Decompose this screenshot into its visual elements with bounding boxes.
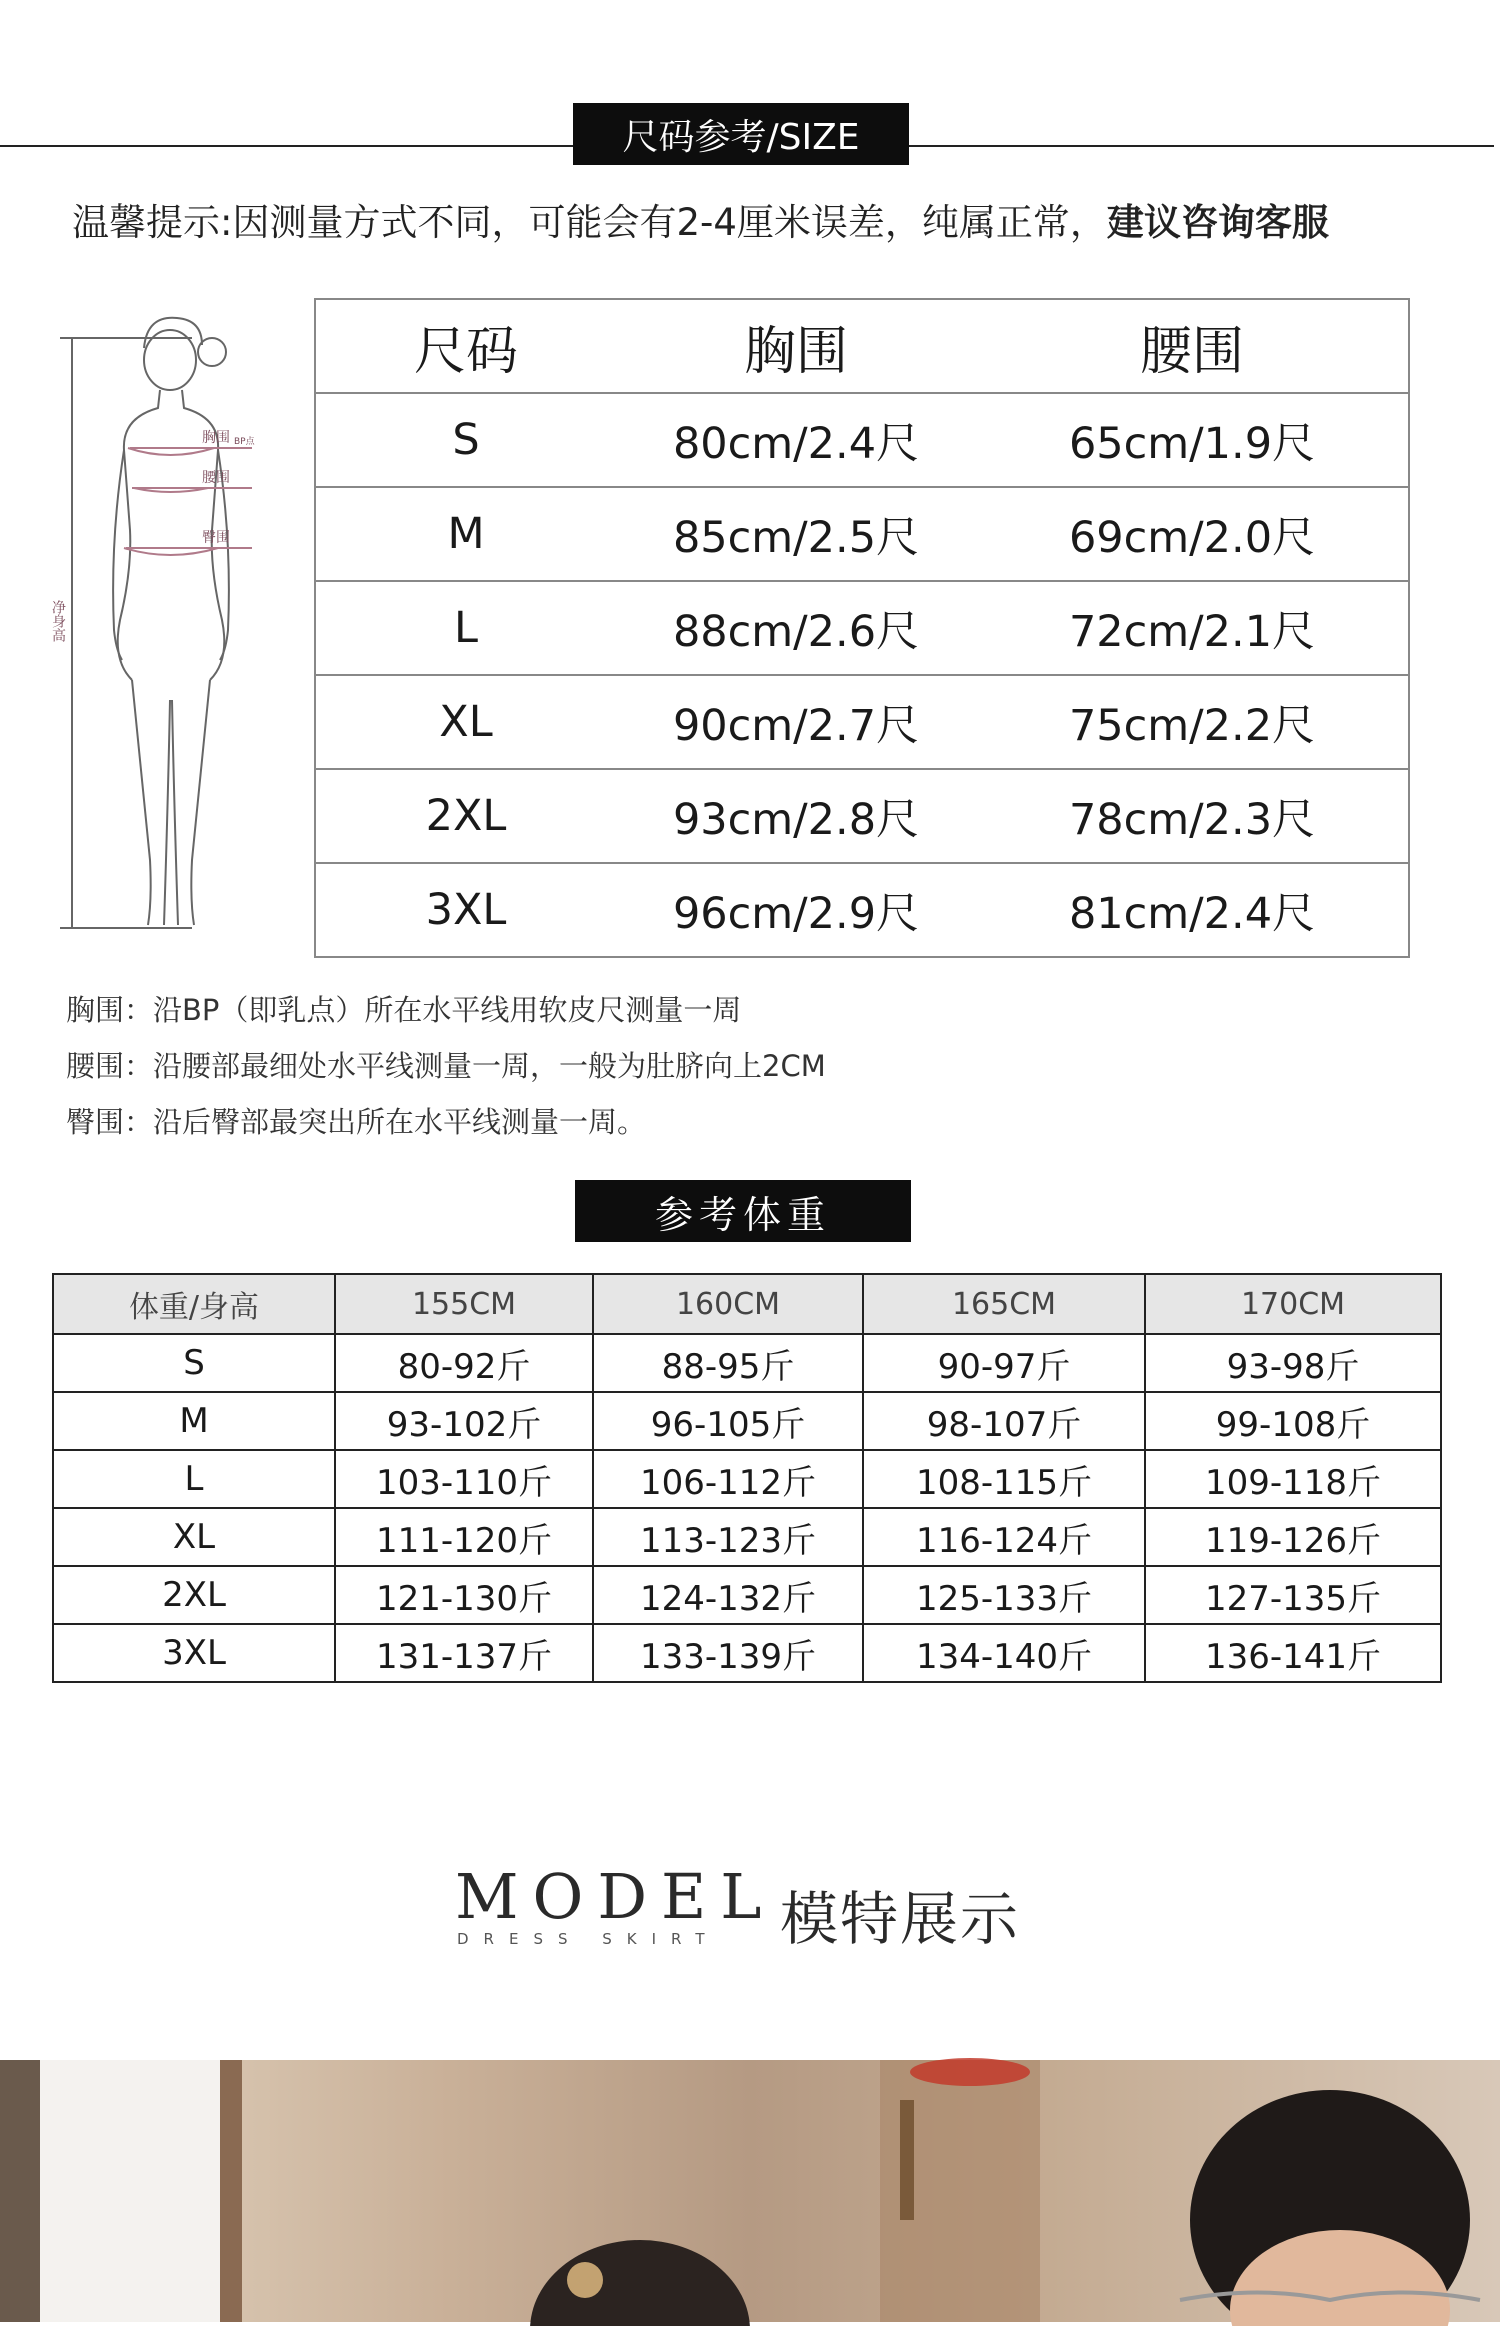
weight-table-header bbox=[53, 1274, 1441, 1334]
model-heading-cn: 模特展示 bbox=[780, 1885, 1021, 1953]
size-col-header: 尺码 bbox=[315, 299, 616, 393]
model-photo bbox=[0, 2060, 1500, 2322]
table-cell: 125-133斤 bbox=[863, 1566, 1145, 1624]
weight-header-cell: 170CM bbox=[1145, 1274, 1441, 1334]
weight-table bbox=[52, 1273, 1442, 1683]
chest-cell: 93cm/2.8尺 bbox=[616, 769, 976, 863]
label-waist: 腰围 bbox=[202, 470, 230, 486]
weight-banner: 参考体重 bbox=[575, 1180, 911, 1242]
table-cell: 3XL bbox=[53, 1624, 335, 1682]
measurement-notes bbox=[66, 982, 826, 1150]
size-banner: 尺码参考/SIZE bbox=[573, 103, 909, 165]
note-waist: 腰围：沿腰部最细处水平线测量一周，一般为肚脐向上2CM bbox=[66, 1049, 826, 1083]
waist-cell: 78cm/2.3尺 bbox=[976, 769, 1409, 863]
table-cell: 109-118斤 bbox=[1145, 1450, 1441, 1508]
table-cell: 88-95斤 bbox=[593, 1334, 863, 1392]
table-cell: 131-137斤 bbox=[335, 1624, 593, 1682]
table-cell: 96-105斤 bbox=[593, 1392, 863, 1450]
table-cell: 108-115斤 bbox=[863, 1450, 1145, 1508]
table-row bbox=[315, 769, 1409, 863]
table-cell: 80-92斤 bbox=[335, 1334, 593, 1392]
table-row bbox=[53, 1334, 1441, 1392]
model-photo-illustration bbox=[0, 2060, 1500, 2322]
label-bp: BP点 bbox=[234, 437, 255, 447]
table-row bbox=[53, 1624, 1441, 1682]
waist-cell: 72cm/2.1尺 bbox=[976, 581, 1409, 675]
body-measurement-figure bbox=[52, 300, 312, 940]
table-cell: 124-132斤 bbox=[593, 1566, 863, 1624]
chest-cell: 85cm/2.5尺 bbox=[616, 487, 976, 581]
table-row bbox=[53, 1566, 1441, 1624]
size-cell: XL bbox=[315, 675, 616, 769]
size-cell: 2XL bbox=[315, 769, 616, 863]
table-cell: XL bbox=[53, 1508, 335, 1566]
tip-bold: 建议咨询客服 bbox=[1106, 201, 1329, 244]
table-cell: M bbox=[53, 1392, 335, 1450]
chest-cell: 96cm/2.9尺 bbox=[616, 863, 976, 957]
table-row bbox=[315, 581, 1409, 675]
table-cell: 133-139斤 bbox=[593, 1624, 863, 1682]
label-hip: 臀围 bbox=[202, 530, 230, 546]
label-chest: 胸围 bbox=[202, 430, 230, 446]
table-cell: 113-123斤 bbox=[593, 1508, 863, 1566]
size-cell: L bbox=[315, 581, 616, 675]
table-cell: 127-135斤 bbox=[1145, 1566, 1441, 1624]
table-cell: 99-108斤 bbox=[1145, 1392, 1441, 1450]
weight-header-cell: 155CM bbox=[335, 1274, 593, 1334]
table-row bbox=[315, 863, 1409, 957]
tip-text: 温馨提示:因测量方式不同，可能会有2-4厘米误差，纯属正常， bbox=[72, 201, 1107, 244]
model-subheading: DRESS SKIRT bbox=[457, 1930, 720, 1948]
size-table-header bbox=[315, 299, 1409, 393]
table-cell: 98-107斤 bbox=[863, 1392, 1145, 1450]
table-cell: 119-126斤 bbox=[1145, 1508, 1441, 1566]
measurement-tip bbox=[72, 192, 1329, 246]
note-hip: 臀围：沿后臀部最突出所在水平线测量一周。 bbox=[66, 1105, 647, 1139]
size-cell: M bbox=[315, 487, 616, 581]
waist-cell: 81cm/2.4尺 bbox=[976, 863, 1409, 957]
waist-col-header: 腰围 bbox=[976, 299, 1409, 393]
table-cell: 2XL bbox=[53, 1566, 335, 1624]
table-cell: 136-141斤 bbox=[1145, 1624, 1441, 1682]
table-row bbox=[53, 1392, 1441, 1450]
table-cell: 134-140斤 bbox=[863, 1624, 1145, 1682]
chest-col-header: 胸围 bbox=[616, 299, 976, 393]
waist-cell: 69cm/2.0尺 bbox=[976, 487, 1409, 581]
weight-header-cell: 160CM bbox=[593, 1274, 863, 1334]
size-cell: 3XL bbox=[315, 863, 616, 957]
chest-cell: 80cm/2.4尺 bbox=[616, 393, 976, 487]
table-cell: 93-102斤 bbox=[335, 1392, 593, 1450]
table-cell: 111-120斤 bbox=[335, 1508, 593, 1566]
table-row bbox=[53, 1508, 1441, 1566]
table-cell: 103-110斤 bbox=[335, 1450, 593, 1508]
table-cell: 116-124斤 bbox=[863, 1508, 1145, 1566]
chest-cell: 88cm/2.6尺 bbox=[616, 581, 976, 675]
model-heading: MODEL bbox=[455, 1860, 776, 1933]
table-cell: 93-98斤 bbox=[1145, 1334, 1441, 1392]
table-row bbox=[53, 1450, 1441, 1508]
size-table bbox=[314, 298, 1410, 958]
table-cell: S bbox=[53, 1334, 335, 1392]
waist-cell: 65cm/1.9尺 bbox=[976, 393, 1409, 487]
waist-cell: 75cm/2.2尺 bbox=[976, 675, 1409, 769]
table-row bbox=[315, 487, 1409, 581]
chest-cell: 90cm/2.7尺 bbox=[616, 675, 976, 769]
weight-header-cell: 体重/身高 bbox=[53, 1274, 335, 1334]
table-cell: L bbox=[53, 1450, 335, 1508]
weight-header-cell: 165CM bbox=[863, 1274, 1145, 1334]
table-cell: 106-112斤 bbox=[593, 1450, 863, 1508]
note-chest: 胸围：沿BP（即乳点）所在水平线用软皮尺测量一周 bbox=[66, 993, 742, 1027]
label-height: 净身高 bbox=[50, 600, 66, 642]
table-row bbox=[315, 393, 1409, 487]
size-cell: S bbox=[315, 393, 616, 487]
table-cell: 90-97斤 bbox=[863, 1334, 1145, 1392]
table-cell: 121-130斤 bbox=[335, 1566, 593, 1624]
table-row bbox=[315, 675, 1409, 769]
